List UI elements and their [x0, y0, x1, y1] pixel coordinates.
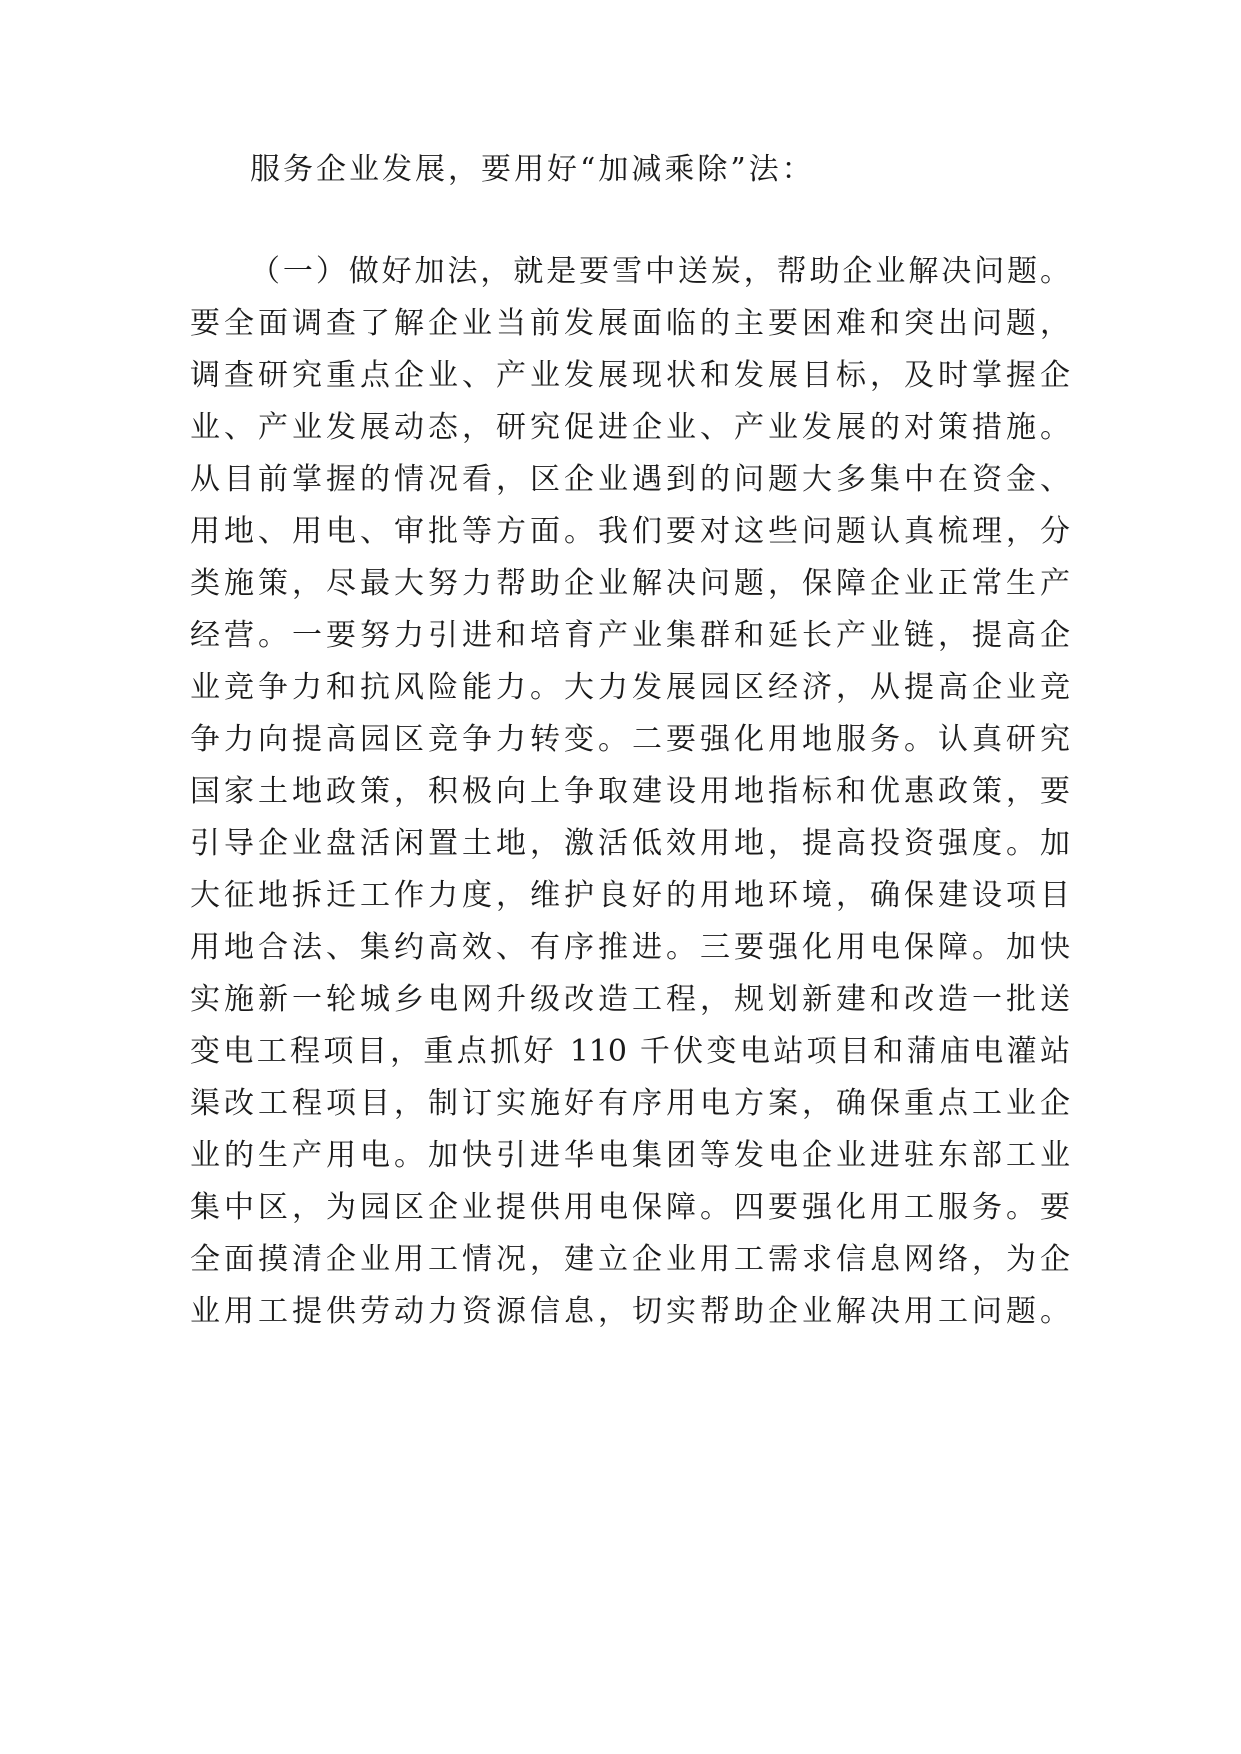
paragraph-line: 要全面调查了解企业当前发展面临的主要困难和突出问题，: [190, 306, 1070, 341]
paragraph-line: 引导企业盘活闲置土地，激活低效用地，提高投资强度。加: [190, 826, 1070, 861]
section-heading-line: （一）做好加法，就是要雪中送炭，帮助企业解决问题。: [250, 254, 1070, 289]
paragraph-line: 集中区，为园区企业提供用电保障。四要强化用工服务。要: [190, 1190, 1070, 1225]
paragraph-line: 业用工提供劳动力资源信息，切实帮助企业解决用工问题。: [190, 1294, 1070, 1329]
paragraph-line: 用地、用电、审批等方面。我们要对这些问题认真梳理，分: [190, 514, 1070, 549]
paragraph-line: 业、产业发展动态，研究促进企业、产业发展的对策措施。: [190, 410, 1070, 445]
paragraph-line: 大征地拆迁工作力度，维护良好的用地环境，确保建设项目: [190, 878, 1070, 913]
paragraph-line: 从目前掌握的情况看，区企业遇到的问题大多集中在资金、: [190, 462, 1070, 497]
paragraph-line: 国家土地政策，积极向上争取建设用地指标和优惠政策，要: [190, 774, 1070, 809]
paragraph-line: 渠改工程项目，制订实施好有序用电方案，确保重点工业企: [190, 1086, 1070, 1121]
paragraph-line: 业的生产用电。加快引进华电集团等发电企业进驻东部工业: [190, 1138, 1070, 1173]
paragraph-line: 实施新一轮城乡电网升级改造工程，规划新建和改造一批送: [190, 982, 1070, 1017]
paragraph-line: 调查研究重点企业、产业发展现状和发展目标，及时掌握企: [190, 358, 1070, 393]
paragraph-line: 争力向提高园区竞争力转变。二要强化用地服务。认真研究: [190, 722, 1070, 757]
paragraph-line: 变电工程项目，重点抓好 110 千伏变电站项目和蒲庙电灌站: [190, 1034, 1070, 1069]
paragraph-line: 用地合法、集约高效、有序推进。三要强化用电保障。加快: [190, 930, 1070, 965]
intro-paragraph: 服务企业发展，要用好“加减乘除”法：: [250, 152, 815, 187]
paragraph-line: 全面摸清企业用工情况，建立企业用工需求信息网络，为企: [190, 1242, 1070, 1277]
paragraph-line: 业竞争力和抗风险能力。大力发展园区经济，从提高企业竞: [190, 670, 1070, 705]
paragraph-line: 经营。一要努力引进和培育产业集群和延长产业链，提高企: [190, 618, 1070, 653]
paragraph-line: 类施策，尽最大努力帮助企业解决问题，保障企业正常生产: [190, 566, 1070, 601]
